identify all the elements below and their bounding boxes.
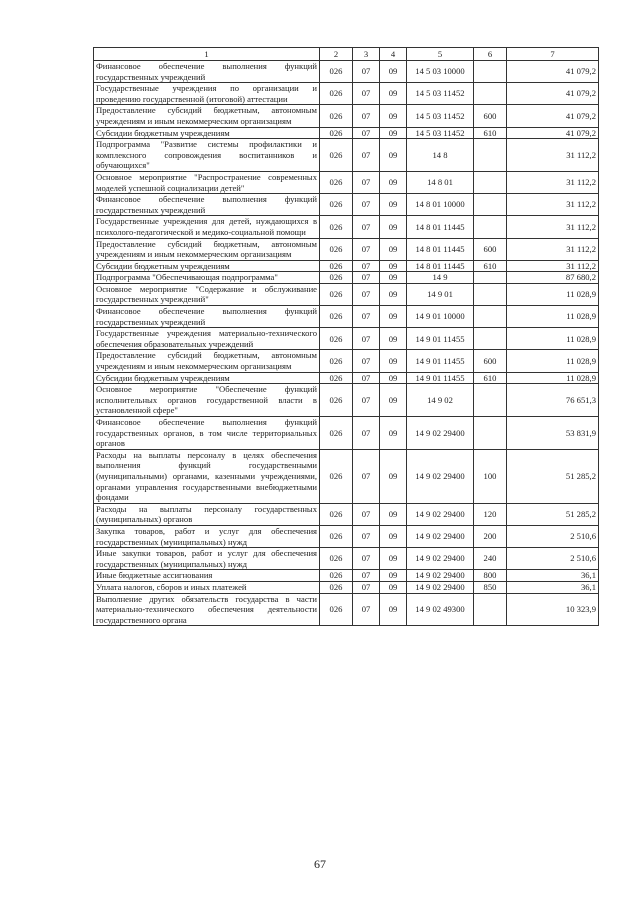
amount-cell: 31 112,2: [507, 238, 599, 260]
target-article-cell: 14 9 02 29400: [407, 449, 474, 503]
admin-code-cell: 026: [320, 384, 353, 417]
section-cell: 07: [353, 260, 380, 272]
admin-code-cell: 026: [320, 283, 353, 305]
expense-type-cell: [474, 216, 507, 238]
section-cell: 07: [353, 139, 380, 172]
section-cell: 07: [353, 350, 380, 372]
row-name-cell: Субсидии бюджетным учреждениям: [94, 260, 320, 272]
section-cell: 07: [353, 238, 380, 260]
amount-cell: 31 112,2: [507, 216, 599, 238]
row-name-cell: Иные бюджетные ассигнования: [94, 570, 320, 582]
row-name-cell: Иные закупки товаров, работ и услуг для обеспечения государственных (муниципальных) нужд: [94, 548, 320, 570]
column-header-6: 6: [474, 48, 507, 61]
table-row: [94, 260, 599, 272]
amount-cell: 36,1: [507, 581, 599, 593]
target-article-cell: 14 9 02 29400: [407, 548, 474, 570]
amount-cell: 10 323,9: [507, 593, 599, 626]
amount-cell: 41 079,2: [507, 83, 599, 105]
amount-cell: 11 028,9: [507, 372, 599, 384]
table-row: [94, 570, 599, 582]
amount-cell: 41 079,2: [507, 61, 599, 83]
expense-type-cell: 200: [474, 525, 507, 547]
subsection-cell: 09: [380, 105, 407, 127]
expense-type-cell: 240: [474, 548, 507, 570]
admin-code-cell: 026: [320, 417, 353, 450]
subsection-cell: 09: [380, 283, 407, 305]
table-header-row: [94, 48, 599, 61]
table-row: [94, 216, 599, 238]
amount-cell: 41 079,2: [507, 127, 599, 139]
target-article-cell: 14 9: [407, 272, 474, 284]
target-article-cell: 14 9 02 49300: [407, 593, 474, 626]
table-row: [94, 503, 599, 525]
section-cell: 07: [353, 61, 380, 83]
amount-cell: 11 028,9: [507, 306, 599, 328]
admin-code-cell: 026: [320, 548, 353, 570]
row-name-cell: Подпрограмма "Развитие системы профилактики и комплексного сопровождения воспитанников и обучающихся": [94, 139, 320, 172]
target-article-cell: 14 5 03 11452: [407, 105, 474, 127]
expense-type-cell: [474, 283, 507, 305]
subsection-cell: 09: [380, 260, 407, 272]
admin-code-cell: 026: [320, 105, 353, 127]
page-number: 67: [314, 857, 326, 871]
expense-type-cell: [474, 272, 507, 284]
subsection-cell: 09: [380, 328, 407, 350]
expense-type-cell: [474, 593, 507, 626]
subsection-cell: 09: [380, 503, 407, 525]
table-row: [94, 194, 599, 216]
row-name-cell: Финансовое обеспечение выполнения функций государственных учреждений: [94, 194, 320, 216]
target-article-cell: 14 9 01: [407, 283, 474, 305]
row-name-cell: Предоставление субсидий бюджетным, автономным учреждениям и иным некоммерческим организациям: [94, 105, 320, 127]
column-header-7: 7: [507, 48, 599, 61]
admin-code-cell: 026: [320, 260, 353, 272]
subsection-cell: 09: [380, 127, 407, 139]
section-cell: 07: [353, 328, 380, 350]
section-cell: 07: [353, 216, 380, 238]
admin-code-cell: 026: [320, 525, 353, 547]
target-article-cell: 14 8 01 11445: [407, 260, 474, 272]
subsection-cell: 09: [380, 593, 407, 626]
expense-type-cell: 120: [474, 503, 507, 525]
row-name-cell: Субсидии бюджетным учреждениям: [94, 127, 320, 139]
subsection-cell: 09: [380, 272, 407, 284]
amount-cell: 51 285,2: [507, 449, 599, 503]
row-name-cell: Основное мероприятие "Распространение современных моделей успешной социализации детей": [94, 171, 320, 193]
amount-cell: 31 112,2: [507, 171, 599, 193]
subsection-cell: 09: [380, 548, 407, 570]
expense-type-cell: 600: [474, 105, 507, 127]
section-cell: 07: [353, 372, 380, 384]
column-header-2: 2: [320, 48, 353, 61]
table-body: [94, 61, 599, 626]
table-row: [94, 350, 599, 372]
table-row: [94, 384, 599, 417]
table-row: [94, 61, 599, 83]
column-header-5: 5: [407, 48, 474, 61]
target-article-cell: 14 9 02 29400: [407, 525, 474, 547]
amount-cell: 36,1: [507, 570, 599, 582]
admin-code-cell: 026: [320, 372, 353, 384]
target-article-cell: 14 9 01 10000: [407, 306, 474, 328]
target-article-cell: 14 5 03 10000: [407, 61, 474, 83]
subsection-cell: 09: [380, 449, 407, 503]
section-cell: 07: [353, 306, 380, 328]
expense-type-cell: [474, 139, 507, 172]
target-article-cell: 14 8 01 11445: [407, 238, 474, 260]
row-name-cell: Предоставление субсидий бюджетным, автономным учреждениям и иным некоммерческим организациям: [94, 238, 320, 260]
expense-type-cell: [474, 61, 507, 83]
expense-type-cell: 850: [474, 581, 507, 593]
table-row: [94, 548, 599, 570]
table-row: [94, 306, 599, 328]
target-article-cell: 14 9 02 29400: [407, 417, 474, 450]
target-article-cell: 14 8 01 10000: [407, 194, 474, 216]
section-cell: 07: [353, 548, 380, 570]
row-name-cell: Закупка товаров, работ и услуг для обеспечения государственных (муниципальных) нужд: [94, 525, 320, 547]
admin-code-cell: 026: [320, 503, 353, 525]
column-header-1: 1: [94, 48, 320, 61]
table-row: [94, 171, 599, 193]
amount-cell: 31 112,2: [507, 260, 599, 272]
expense-type-cell: 800: [474, 570, 507, 582]
row-name-cell: Финансовое обеспечение выполнения функций государственных учреждений: [94, 61, 320, 83]
subsection-cell: 09: [380, 581, 407, 593]
target-article-cell: 14 9 01 11455: [407, 350, 474, 372]
target-article-cell: 14 5 03 11452: [407, 127, 474, 139]
target-article-cell: 14 9 02: [407, 384, 474, 417]
admin-code-cell: 026: [320, 581, 353, 593]
table-row: [94, 417, 599, 450]
expense-type-cell: 610: [474, 127, 507, 139]
target-article-cell: 14 5 03 11452: [407, 83, 474, 105]
section-cell: 07: [353, 503, 380, 525]
expense-type-cell: [474, 83, 507, 105]
table-row: [94, 272, 599, 284]
table-row: [94, 283, 599, 305]
subsection-cell: 09: [380, 570, 407, 582]
table-row: [94, 127, 599, 139]
target-article-cell: 14 8: [407, 139, 474, 172]
row-name-cell: Основное мероприятие "Содержание и обслуживание государственных учреждений": [94, 283, 320, 305]
subsection-cell: 09: [380, 306, 407, 328]
admin-code-cell: 026: [320, 61, 353, 83]
admin-code-cell: 026: [320, 328, 353, 350]
target-article-cell: 14 9 02 29400: [407, 570, 474, 582]
row-name-cell: Предоставление субсидий бюджетным, автономным учреждениям и иным некоммерческим организациям: [94, 350, 320, 372]
expense-type-cell: 600: [474, 350, 507, 372]
section-cell: 07: [353, 171, 380, 193]
row-name-cell: Финансовое обеспечение выполнения функций государственных органов, в том числе территориальных органов: [94, 417, 320, 450]
expense-type-cell: [474, 384, 507, 417]
subsection-cell: 09: [380, 83, 407, 105]
amount-cell: 53 831,9: [507, 417, 599, 450]
subsection-cell: 09: [380, 194, 407, 216]
row-name-cell: Уплата налогов, сборов и иных платежей: [94, 581, 320, 593]
section-cell: 07: [353, 283, 380, 305]
target-article-cell: 14 9 01 11455: [407, 328, 474, 350]
table-row: [94, 372, 599, 384]
row-name-cell: Субсидии бюджетным учреждениям: [94, 372, 320, 384]
admin-code-cell: 026: [320, 216, 353, 238]
table-row: [94, 139, 599, 172]
subsection-cell: 09: [380, 139, 407, 172]
row-name-cell: Финансовое обеспечение выполнения функций государственных учреждений: [94, 306, 320, 328]
expense-type-cell: [474, 306, 507, 328]
amount-cell: 2 510,6: [507, 548, 599, 570]
amount-cell: 11 028,9: [507, 328, 599, 350]
subsection-cell: 09: [380, 216, 407, 238]
row-name-cell: Подпрограмма "Обеспечивающая подпрограмма": [94, 272, 320, 284]
amount-cell: 2 510,6: [507, 525, 599, 547]
table-row: [94, 449, 599, 503]
target-article-cell: 14 9 02 29400: [407, 581, 474, 593]
expense-type-cell: [474, 328, 507, 350]
row-name-cell: Основное мероприятие "Обеспечение функций исполнительных органов государственной власти в установленной сфере": [94, 384, 320, 417]
section-cell: 07: [353, 593, 380, 626]
admin-code-cell: 026: [320, 127, 353, 139]
section-cell: 07: [353, 384, 380, 417]
expense-type-cell: 600: [474, 238, 507, 260]
section-cell: 07: [353, 194, 380, 216]
admin-code-cell: 026: [320, 238, 353, 260]
admin-code-cell: 026: [320, 171, 353, 193]
admin-code-cell: 026: [320, 593, 353, 626]
row-name-cell: Выполнение других обязательств государства в части материально-технического обеспечения деятельности государственного органа: [94, 593, 320, 626]
subsection-cell: 09: [380, 171, 407, 193]
column-header-4: 4: [380, 48, 407, 61]
admin-code-cell: 026: [320, 139, 353, 172]
column-header-3: 3: [353, 48, 380, 61]
amount-cell: 31 112,2: [507, 139, 599, 172]
admin-code-cell: 026: [320, 272, 353, 284]
table-row: [94, 238, 599, 260]
row-name-cell: Расходы на выплаты персоналу в целях обеспечения выполнения функций государственными (муниципальными) органами, казенными учреждениями, органами управления государственными внебюджетными фондами: [94, 449, 320, 503]
table-row: [94, 593, 599, 626]
subsection-cell: 09: [380, 525, 407, 547]
amount-cell: 41 079,2: [507, 105, 599, 127]
amount-cell: 31 112,2: [507, 194, 599, 216]
section-cell: 07: [353, 581, 380, 593]
row-name-cell: Расходы на выплаты персоналу государственных (муниципальных) органов: [94, 503, 320, 525]
target-article-cell: 14 8 01: [407, 171, 474, 193]
section-cell: 07: [353, 525, 380, 547]
budget-table: [93, 47, 599, 626]
admin-code-cell: 026: [320, 449, 353, 503]
section-cell: 07: [353, 570, 380, 582]
subsection-cell: 09: [380, 61, 407, 83]
expense-type-cell: 610: [474, 372, 507, 384]
amount-cell: 51 285,2: [507, 503, 599, 525]
admin-code-cell: 026: [320, 83, 353, 105]
table-row: [94, 525, 599, 547]
row-name-cell: Государственные учреждения по организации и проведению государственной (итоговой) аттестации: [94, 83, 320, 105]
expense-type-cell: [474, 171, 507, 193]
admin-code-cell: 026: [320, 350, 353, 372]
table-row: [94, 105, 599, 127]
subsection-cell: 09: [380, 238, 407, 260]
subsection-cell: 09: [380, 384, 407, 417]
section-cell: 07: [353, 83, 380, 105]
section-cell: 07: [353, 272, 380, 284]
section-cell: 07: [353, 417, 380, 450]
row-name-cell: Государственные учреждения для детей, нуждающихся в психолого-педагогической и медико-социальной помощи: [94, 216, 320, 238]
amount-cell: 11 028,9: [507, 350, 599, 372]
subsection-cell: 09: [380, 417, 407, 450]
table-row: [94, 328, 599, 350]
subsection-cell: 09: [380, 350, 407, 372]
target-article-cell: 14 8 01 11445: [407, 216, 474, 238]
section-cell: 07: [353, 105, 380, 127]
amount-cell: 76 651,3: [507, 384, 599, 417]
table-row: [94, 83, 599, 105]
target-article-cell: 14 9 01 11455: [407, 372, 474, 384]
admin-code-cell: 026: [320, 570, 353, 582]
table-row: [94, 581, 599, 593]
row-name-cell: Государственные учреждения материально-технического обеспечения образовательных учреждений: [94, 328, 320, 350]
expense-type-cell: [474, 417, 507, 450]
target-article-cell: 14 9 02 29400: [407, 503, 474, 525]
subsection-cell: 09: [380, 372, 407, 384]
expense-type-cell: 610: [474, 260, 507, 272]
admin-code-cell: 026: [320, 306, 353, 328]
amount-cell: 87 680,2: [507, 272, 599, 284]
amount-cell: 11 028,9: [507, 283, 599, 305]
expense-type-cell: [474, 194, 507, 216]
section-cell: 07: [353, 449, 380, 503]
admin-code-cell: 026: [320, 194, 353, 216]
expense-type-cell: 100: [474, 449, 507, 503]
section-cell: 07: [353, 127, 380, 139]
